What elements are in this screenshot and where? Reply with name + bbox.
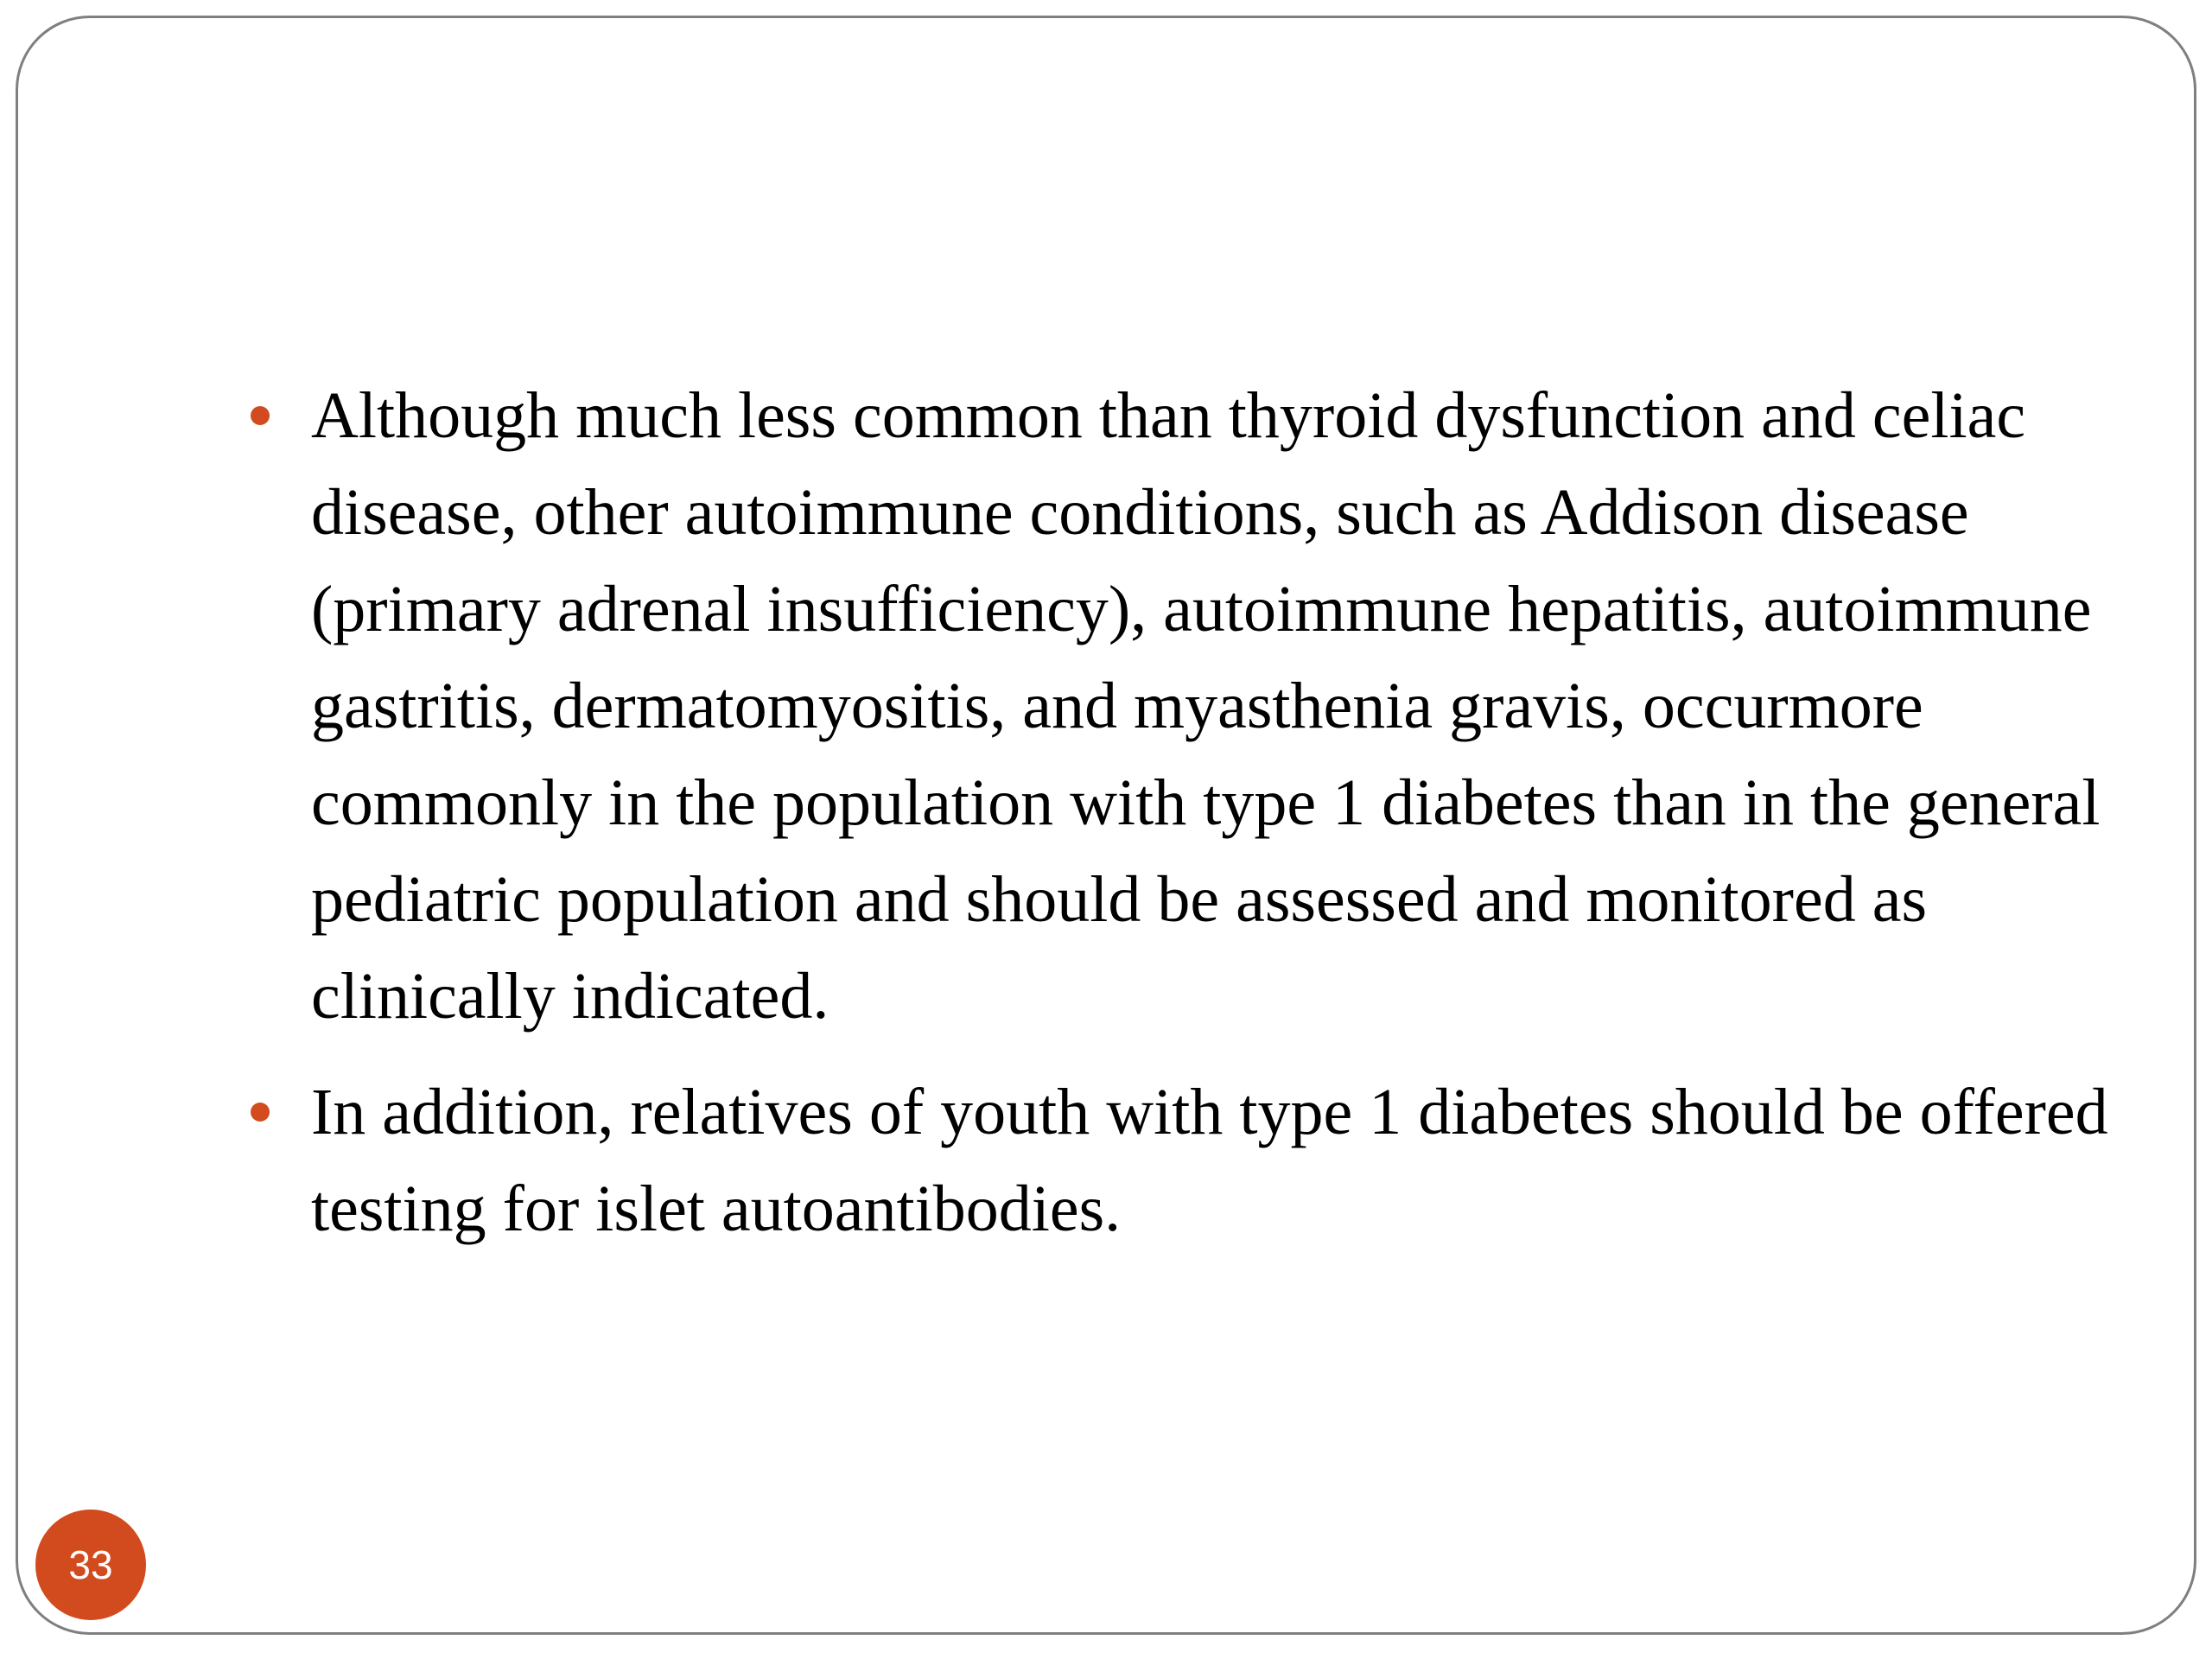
slide-number-badge: 33: [35, 1510, 146, 1620]
bullet-item: [251, 1064, 2108, 1257]
bullet-item: [251, 367, 2108, 1045]
bullet-dot-icon: [251, 1103, 270, 1122]
bullet-text: In addition, relatives of youth with type 1 diabetes should be offered testing for islet autoantibodies.: [311, 1076, 2108, 1245]
bullet-text: Although much less common than thyroid dysfunction and celiac disease, other autoimmune conditions, such as Addison disease (primary adrenal insufficiency), autoimmune hepatitis, autoimmune gastritis, dermatomyositis, and myasthenia gravis, occurmore commonly in the population with type 1 diabetes than in the general pediatric population and should be assessed and monitored as clinically indicated.: [311, 379, 2101, 1033]
bullet-list: [251, 367, 2108, 1276]
bullet-dot-icon: [251, 406, 270, 425]
